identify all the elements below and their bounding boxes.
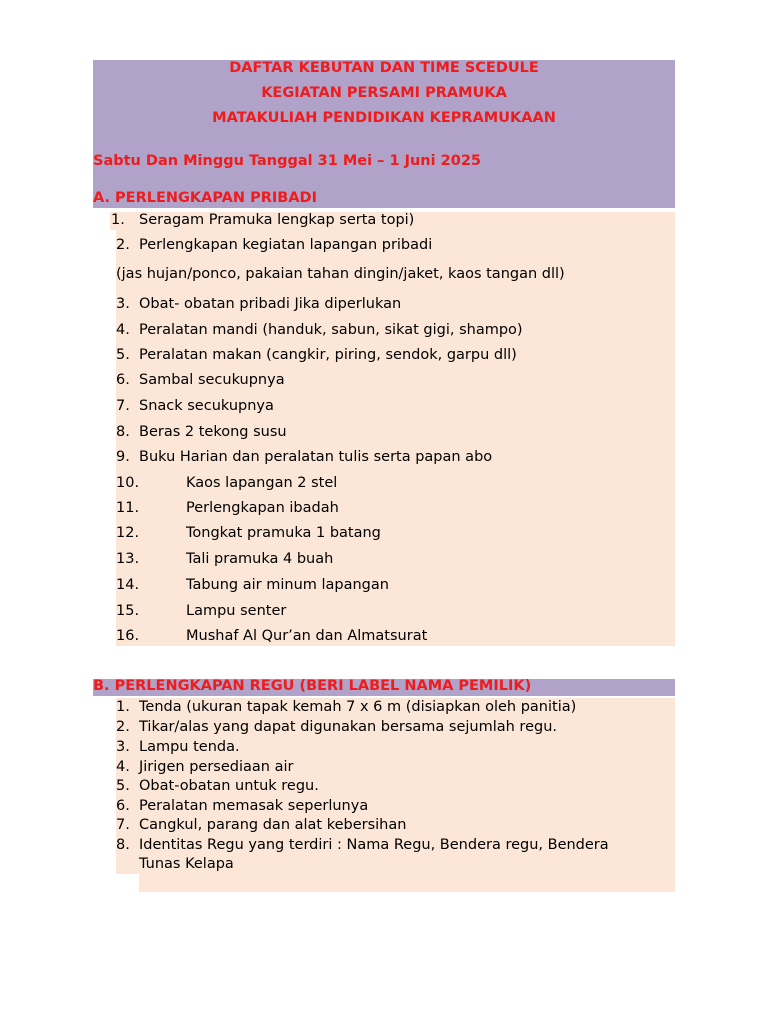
item-note-text: (jas hujan/ponco, pakaian tahan dingin/jaket, kaos tangan dll) [116,266,565,282]
item-text: Jirigen persediaan air [139,759,294,775]
item-text: Lampu senter [186,603,287,619]
item-text: Tali pramuka 4 buah [186,551,334,567]
item-text: Kaos lapangan 2 stel [186,475,338,491]
item-text: Peralatan mandi (handuk, sabun, sikat gigi, shampo) [139,322,523,338]
item-number: 1. [111,212,125,228]
item-text: Snack secukupnya [139,398,274,414]
section-a-title: A. PERLENGKAPAN PRIBADI [93,190,317,206]
item-text: Obat- obatan pribadi Jika diperlukan [139,296,402,312]
item-number: 7. [116,398,130,414]
item-text: Beras 2 tekong susu [139,424,287,440]
item-text: Tikar/alas yang dapat digunakan bersama sejumlah regu. [139,719,557,735]
item-text: Mushaf Al Qur’an dan Almatsurat [186,628,428,644]
section-b-title: B. PERLENGKAPAN REGU (BERI LABEL NAMA PEMILIK) [93,678,532,694]
item-text: Peralatan memasak seperlunya [139,798,369,814]
item-text: Lampu tenda. [139,739,240,755]
item-number: 1. [116,699,130,715]
doc-title-line2: KEGIATAN PERSAMI PRAMUKA [261,85,507,101]
item-text: Buku Harian dan peralatan tulis serta papan abo [139,449,493,465]
event-date: Sabtu Dan Minggu Tanggal 31 Mei – 1 Juni 2025 [93,153,482,169]
item-text: Perlengkapan ibadah [186,500,339,516]
item-number: 15. [116,603,140,619]
item-number: 10. [116,475,140,491]
item-text: Tenda (ukuran tapak kemah 7 x 6 m (disiapkan oleh panitia) [139,699,577,715]
item-text: Peralatan makan (cangkir, piring, sendok, garpu dll) [139,347,517,363]
item-text: Identitas Regu yang terdiri : Nama Regu, Bendera regu, Bendera [139,837,609,853]
item-number: 3. [116,296,130,312]
item-number: 8. [116,837,130,853]
item-number: 4. [116,322,130,338]
doc-title-line3: MATAKULIAH PENDIDIKAN KEPRAMUKAAN [212,110,556,126]
item-number: 3. [116,739,130,755]
item-text: Tongkat pramuka 1 batang [186,525,381,541]
item-number: 12. [116,525,140,541]
header-background [93,60,675,208]
item-number: 2. [116,719,130,735]
item-text: Tunas Kelapa [139,856,234,872]
item-number: 6. [116,798,130,814]
item-number: 11. [116,500,140,516]
item-number: 6. [116,372,130,388]
item-number: 2. [116,237,130,253]
item-text: Sambal secukupnya [139,372,285,388]
item-text: Tabung air minum lapangan [186,577,389,593]
section-b-list-background-tail [139,874,675,892]
item-number: 9. [116,449,130,465]
item-number: 8. [116,424,130,440]
item-number: 5. [116,778,130,794]
item-text: Cangkul, parang dan alat kebersihan [139,817,407,833]
item-number: 16. [116,628,140,644]
item-number: 14. [116,577,140,593]
item-number: 4. [116,759,130,775]
item-text: Perlengkapan kegiatan lapangan pribadi [139,237,433,253]
item-number: 7. [116,817,130,833]
item-number: 5. [116,347,130,363]
item-text: Obat-obatan untuk regu. [139,778,319,794]
item-number: 13. [116,551,140,567]
doc-title-line1: DAFTAR KEBUTAN DAN TIME SCEDULE [229,60,539,76]
item-text: Seragam Pramuka lengkap serta topi) [139,212,415,228]
